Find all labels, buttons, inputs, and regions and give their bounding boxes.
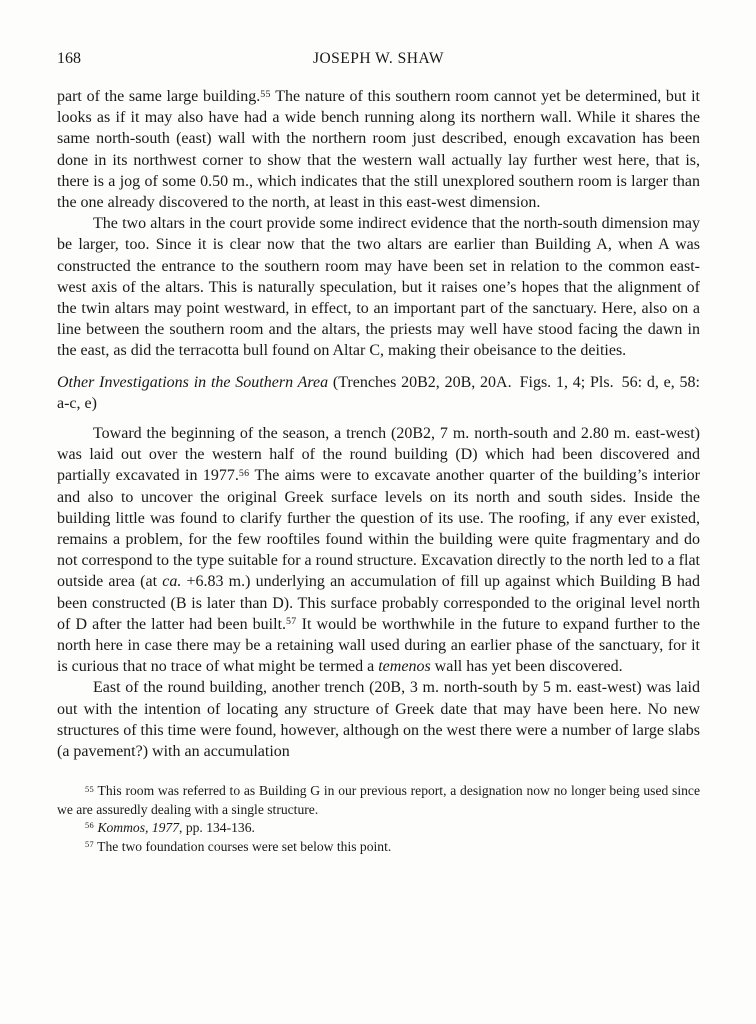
section-heading: Other Investigations in the Southern Area (Trenches 20B2, 20B, 20A. Figs. 1, 4; Pls. 56: d, e, 58: a-c, e) [57, 373, 701, 412]
body-paragraph-2: The two altars in the court provide some indirect evidence that the north-south dimension may be larger, too. Since it is clear now that the two altars are earlier than Building A, when A was constructed the entrance to the southern room may have been set in relation to the common east-west axis of the altars. This is naturally speculation, but it raises one’s hopes that the alignment of the twin altars may point westward, in effect, to an important part of the sanctuary. Here, also on a line between the southern room and the altars, the priests may well have stood facing the dawn in the east, as did the terracotta bull found on Altar C, making their obeisance to the deities. [57, 215, 700, 360]
body-paragraph-1: part of the same large building.$^{55}$ The nature of this southern room cannot yet be determined, but it looks as if it may also have had a wide bench running along its northern wall. While it shares the same north-south (east) wall with the northern room just described, enough excavation has been done in its northwest corner to show that the western wall actually lay further west here, that is, there is a jog of some 0.50 m., which indicates that the still unexplored southern room is larger than the one already discovered to the north, at least in this east-west dimension. [57, 88, 700, 212]
body-paragraph-3: Toward the beginning of the season, a trench (20B2, 7 m. north-south and 2.80 m. east-west) was laid out over the western half of the round building (D) which had been discovered and partially excavated in 1977.56 The aims were to excavate another quarter of the building’s interior and also to uncover the original Greek surface levels on its north and south sides. Inside the building little was found to clarify further the question of its use. The roofing, if any ever existed, remains a problem, for the few rooftiles found within the building were quite fragmentary and do not correspond to the type suitable for a round structure. Excavation directly to the north led to a flat outside area (at ca. +6.83 m.) underlying an accumulation of fill up against which Building B had been constructed (B is later than D). This surface probably corresponded to the original level north of D after the latter had been built.$^{57}$ It would be worthwhile in the future to expand further to the north here in case there may be a retaining wall used during an earlier phase of the sanctuary, for it is curious that no trace of what might be termed a temenos wall has yet been discovered. [57, 425, 701, 676]
page-header [57, 50, 700, 70]
page-body [57, 86, 700, 762]
footnote-57: $^{57}$ The two foundation courses were set below this point. [85, 838, 392, 854]
footnote-55: $^{55}$ This room was referred to as Building G in our previous report, a designation now no longer being used since we are assuredly dealing with a single structure. [57, 783, 700, 817]
body-paragraph-4: East of the round building, another trench (20B, 3 m. north-south by 5 m. east-west) was laid out with the intention of locating any structure of Greek date that may have been here. No new structures of this time were found, however, although on the west there were a number of large slabs (a pavement?) with an accumulation [57, 679, 700, 761]
running-head: JOSEPH W. SHAW [312, 50, 445, 67]
footnote-56: $^{56}$ Kommos, 1977, pp. 134-136. [85, 820, 255, 836]
footnotes-section [57, 782, 700, 856]
page-number: 168 [57, 50, 81, 67]
